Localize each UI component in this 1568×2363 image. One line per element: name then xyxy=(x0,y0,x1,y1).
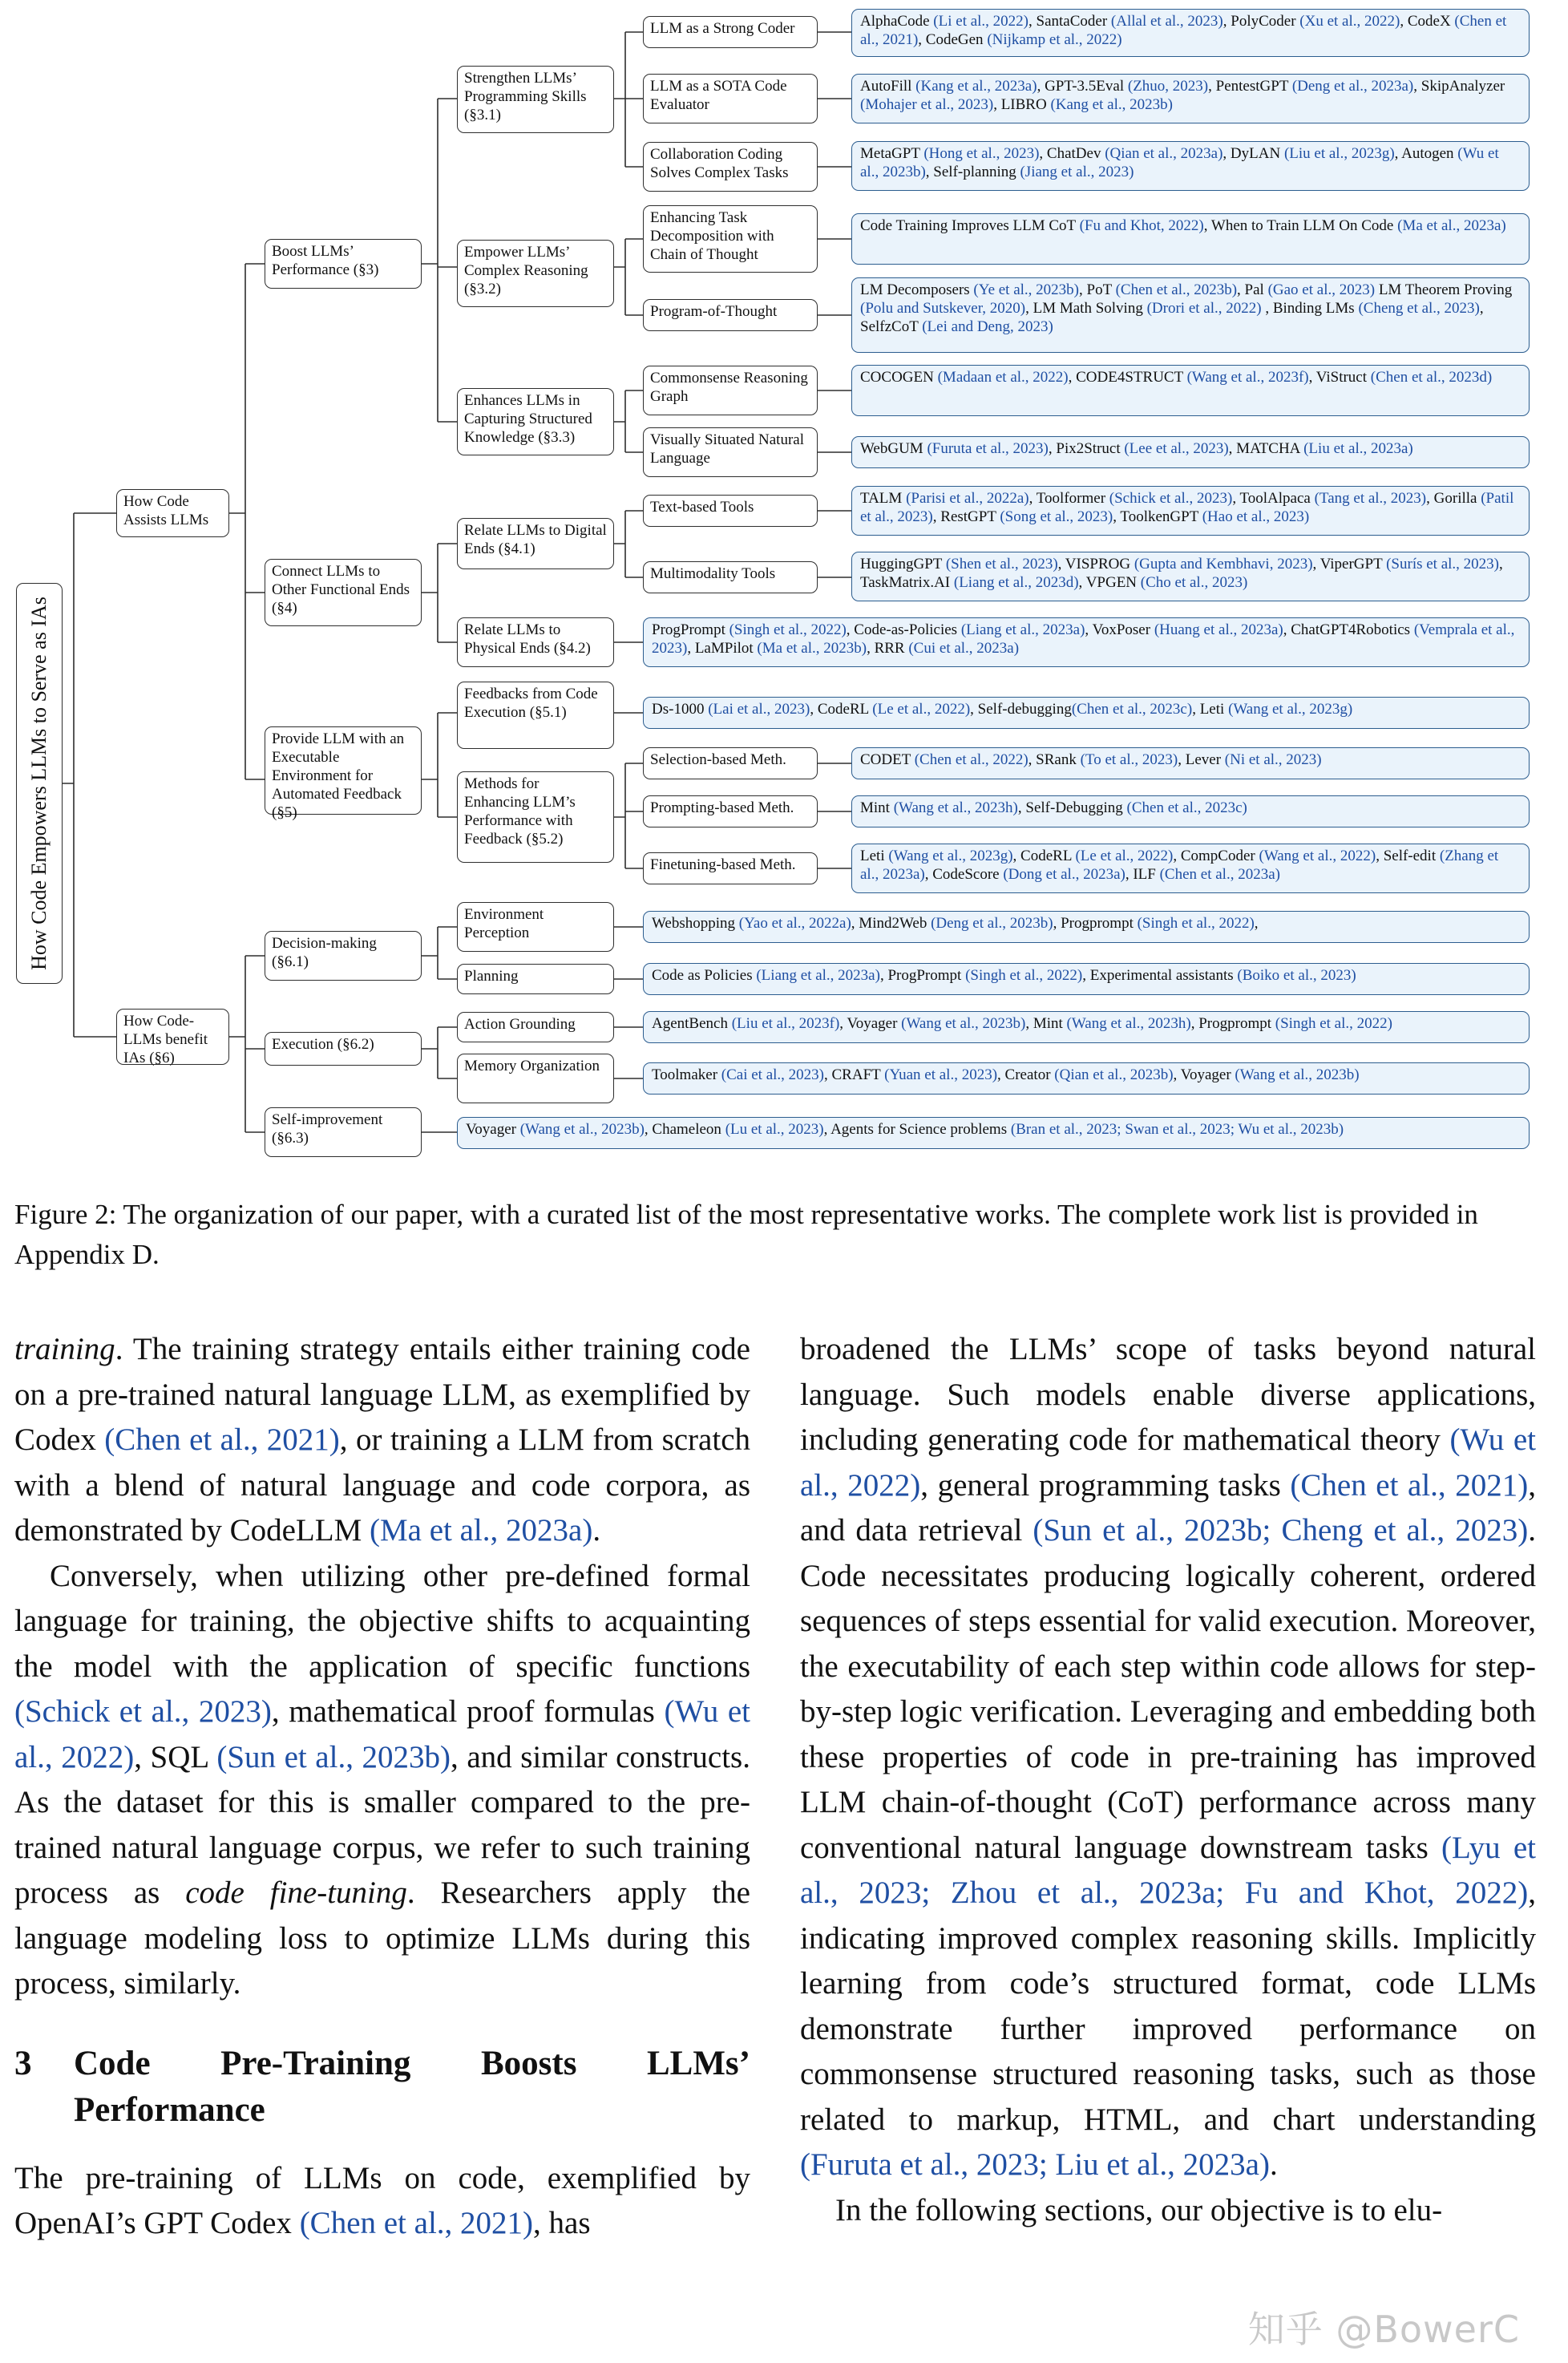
left-paragraph-2 xyxy=(14,1554,750,2007)
text-run: , Leti xyxy=(1192,701,1229,718)
citation: (Deng et al., 2023a) xyxy=(1291,78,1414,95)
text-run: , ToolkenGPT xyxy=(1113,508,1202,525)
text-run: , ToolAlpaca xyxy=(1232,490,1315,507)
text-run: , Voyager xyxy=(839,1015,902,1032)
citation: (Chen et al., 2023b) xyxy=(1115,281,1238,298)
node-how-code-assists: How Code Assists LLMs xyxy=(116,489,229,537)
citation: (Cheng et al., 2023) xyxy=(1358,300,1480,317)
text-run: , Code-as-Policies xyxy=(846,621,961,638)
text-run: , Self-edit xyxy=(1376,848,1440,864)
citation: (Shen et al., 2023) xyxy=(945,556,1058,573)
citation: (Patil et al., 2023) xyxy=(860,490,1514,525)
citation: (Ma et al., 2023b) xyxy=(757,640,867,657)
node-physical-ends: Relate LLMs to Physical Ends (§4.2) xyxy=(457,617,614,667)
text-run: CODET xyxy=(860,751,915,768)
text-run: , ProgPrompt xyxy=(879,967,966,984)
text-run: , LaMPilot xyxy=(687,640,758,657)
citation: (Madaan et al., 2022) xyxy=(937,369,1069,386)
text-run: AgentBench xyxy=(652,1015,732,1032)
text-run: . xyxy=(592,1513,601,1548)
citation: (Chen et al., 2021) xyxy=(860,13,1507,48)
root-node-label: How Code Empowers LLMs to Serve as IAs xyxy=(27,597,51,970)
citation: (Chen et al., 2021) xyxy=(299,2206,534,2240)
citation: (Chen et al., 2021) xyxy=(104,1422,340,1457)
text-run: , MATCHA xyxy=(1228,440,1304,457)
citation: (Vemprala et al., 2023) xyxy=(652,621,1515,657)
citation: (Wang et al., 2023b) xyxy=(1235,1066,1360,1083)
citation: (Chen et al., 2023c) xyxy=(1126,799,1247,816)
text-run: , has xyxy=(533,2206,591,2240)
node-digital-ends: Relate LLMs to Digital Ends (§4.1) xyxy=(457,518,614,569)
text-run: , Voyager xyxy=(1173,1066,1235,1083)
node-complex-reasoning: Empower LLMs’ Complex Reasoning (§3.2) xyxy=(457,240,614,307)
left-paragraph-3 xyxy=(14,2156,750,2247)
node-environment-perception: Environment Perception xyxy=(457,902,614,952)
leaf-multimodality-tools xyxy=(851,552,1530,601)
text-run: , SantaCoder xyxy=(1028,13,1111,30)
citation: (Furuta et al., 2023) xyxy=(927,440,1049,457)
node-commonsense-graph: Commonsense Reasoning Graph xyxy=(643,366,818,415)
text-run: , Progprompt xyxy=(1190,1015,1275,1032)
leaf-commonsense-graph xyxy=(851,365,1530,416)
citation: (Wang et al., 2023g) xyxy=(888,848,1013,864)
node-executable-environment: Provide LLM with an Executable Environment for Automated Feedback (§5) xyxy=(265,726,422,815)
citation: (Qian et al., 2023b) xyxy=(1054,1066,1174,1083)
citation: (Yuan et al., 2023) xyxy=(884,1066,998,1083)
text-run: Conversely, when utilizing other pre-defined formal language for training, the objective shifts to acquainting the model with the application of specific functions xyxy=(14,1558,750,1684)
text-run: , RestGPT xyxy=(932,508,1000,525)
text-run: LM Decomposers xyxy=(860,281,974,298)
citation: (Le et al., 2022) xyxy=(1075,848,1174,864)
text-run: , SelfzCoT xyxy=(860,300,1484,335)
text-run: , Self-debugging xyxy=(970,701,1072,718)
citation: (Cui et al., 2023a) xyxy=(908,640,1020,657)
node-execution: Execution (§6.2) xyxy=(265,1032,422,1066)
text-run: . Researchers apply the language modeling loss to optimize LLMs during this process, similarly. xyxy=(14,1875,750,2001)
taxonomy-figure xyxy=(0,0,1568,1171)
citation: (Ma et al., 2023a) xyxy=(370,1513,593,1548)
text-run: LM Theorem Proving xyxy=(1375,281,1513,298)
text-run: The pre-training of LLMs on code, exemplified by OpenAI’s GPT Codex xyxy=(14,2160,750,2240)
text-run: Voyager xyxy=(466,1121,520,1138)
emphasis-text: training xyxy=(14,1332,115,1366)
citation: (Wang et al., 2023h) xyxy=(1066,1015,1191,1032)
node-visually-situated: Visually Situated Natural Language xyxy=(643,427,818,477)
citation: (Allal et al., 2023) xyxy=(1110,13,1223,30)
citation: (Wang et al., 2023g) xyxy=(1228,701,1353,718)
text-run: , CodeRL xyxy=(1012,848,1076,864)
leaf-prompting-methods xyxy=(851,795,1530,827)
citation: (Ni et al., 2023) xyxy=(1224,751,1322,768)
node-boost-performance: Boost LLMs’ Performance (§3) xyxy=(265,239,422,289)
text-run: , SRank xyxy=(1028,751,1081,768)
node-self-improvement: Self-improvement (§6.3) xyxy=(265,1107,422,1157)
section-number: 3 xyxy=(14,2044,32,2082)
citation: (Lyu et al., 2023; Zhou et al., 2023a; Fu and Khot, 2022) xyxy=(800,1830,1536,1910)
citation: (Wang et al., 2022) xyxy=(1259,848,1376,864)
text-run: , PoT xyxy=(1079,281,1116,298)
text-run: , ViperGPT xyxy=(1312,556,1387,573)
node-prompting-methods: Prompting-based Meth. xyxy=(643,795,818,827)
citation: (Sun et al., 2023b) xyxy=(216,1739,451,1774)
citation: (Hong et al., 2023) xyxy=(923,145,1040,162)
text-run: , Autogen xyxy=(1394,145,1458,162)
citation: (Chen et al., 2022) xyxy=(914,751,1028,768)
left-column xyxy=(14,1327,750,2247)
text-run: , PolyCoder xyxy=(1222,13,1300,30)
text-run: Code as Policies xyxy=(652,967,757,984)
citation: (Chen et al., 2021) xyxy=(1290,1467,1529,1503)
text-run: , CompCoder xyxy=(1173,848,1259,864)
text-run: , Self-Debugging xyxy=(1017,799,1127,816)
text-run: , CODE4STRUCT xyxy=(1068,369,1187,386)
citation: (Singh et al., 2022) xyxy=(729,621,847,638)
citation: (Zhuo, 2023) xyxy=(1127,78,1209,95)
text-run: , SkipAnalyzer xyxy=(1413,78,1505,95)
text-run: , Pal xyxy=(1237,281,1268,298)
text-run: , TaskMatrix.AI xyxy=(860,556,1503,591)
text-run: , and similar constructs. As the dataset for this is smaller compared to the pre-trained natural language corpus, we refer to such training process as xyxy=(14,1739,750,1910)
citation: (Liang et al., 2023d) xyxy=(953,574,1079,591)
leaf-environment-perception xyxy=(643,911,1530,943)
text-run: , CodeScore xyxy=(924,866,1004,883)
text-run: , When to Train LLM On Code xyxy=(1203,217,1398,234)
leaf-self-improvement xyxy=(457,1117,1530,1149)
leaf-execution-feedback xyxy=(643,697,1530,729)
citation: (Ye et al., 2023b) xyxy=(973,281,1080,298)
citation: (Xu et al., 2022) xyxy=(1299,13,1400,30)
leaf-collaboration-coding xyxy=(851,141,1530,191)
text-run: , Agents for Science problems xyxy=(823,1121,1011,1138)
node-execution-feedback: Feedbacks from Code Execution (§5.1) xyxy=(457,682,614,749)
text-run: , VoxPoser xyxy=(1085,621,1154,638)
citation: (Chen et al., 2023c) xyxy=(1071,701,1193,718)
node-finetuning-methods: Finetuning-based Meth. xyxy=(643,852,818,884)
citation: (Liang et al., 2023a) xyxy=(960,621,1085,638)
leaf-visually-situated xyxy=(851,436,1530,468)
node-connect-functional-ends: Connect LLMs to Other Functional Ends (§4) xyxy=(265,559,422,626)
citation: (Deng et al., 2023b) xyxy=(931,915,1053,932)
citation: (Chen et al., 2023d) xyxy=(1370,369,1493,386)
text-run: MetaGPT xyxy=(860,145,924,162)
node-text-tools: Text-based Tools xyxy=(643,495,818,527)
leaf-memory-organization xyxy=(643,1062,1530,1095)
citation: (Lu et al., 2023) xyxy=(725,1121,824,1138)
text-run: , Binding LMs xyxy=(1261,300,1359,317)
text-run: , PentestGPT xyxy=(1208,78,1292,95)
citation: (Polu and Sutskever, 2020) xyxy=(860,300,1026,317)
citation: (Wang et al., 2023b) xyxy=(901,1015,1026,1032)
text-run: , Progprompt xyxy=(1053,915,1138,932)
citation: (Wang et al., 2023f) xyxy=(1186,369,1309,386)
citation: (Wang et al., 2023h) xyxy=(893,799,1018,816)
left-paragraph-1 xyxy=(14,1327,750,1554)
text-run: , DyLAN xyxy=(1222,145,1284,162)
text-run: , ChatGPT4Robotics xyxy=(1283,621,1414,638)
text-run: , ILF xyxy=(1125,866,1160,883)
citation: (Jiang et al., 2023) xyxy=(1020,164,1134,180)
text-run: Toolmaker xyxy=(652,1066,721,1083)
citation: (Hao et al., 2023) xyxy=(1202,508,1310,525)
leaf-action-grounding xyxy=(643,1011,1530,1043)
citation: (Liang et al., 2023a) xyxy=(756,967,880,984)
citation: (Wu et al., 2023b) xyxy=(860,145,1499,180)
text-run: , Mind2Web xyxy=(851,915,932,932)
node-planning: Planning xyxy=(457,964,614,994)
citation: (Fu and Khot, 2022) xyxy=(1079,217,1204,234)
citation: (Singh et al., 2022) xyxy=(1275,1015,1392,1032)
text-run: , SQL xyxy=(134,1739,217,1774)
node-sota-evaluator: LLM as a SOTA Code Evaluator xyxy=(643,74,818,123)
text-run: , Pix2Struct xyxy=(1048,440,1125,457)
section-title: Code Pre-Training Boosts LLMs’ Performance xyxy=(74,2044,750,2129)
citation: (Zhang et al., 2023a) xyxy=(860,848,1499,883)
citation: (Surís et al., 2023) xyxy=(1386,556,1500,573)
citation: (Singh et al., 2022) xyxy=(1137,915,1255,932)
citation: (Wu et al., 2022) xyxy=(800,1422,1536,1503)
node-decision-making: Decision-making (§6.1) xyxy=(265,931,422,981)
node-feedback-methods: Methods for Enhancing LLM’s Performance with Feedback (§5.2) xyxy=(457,771,614,863)
citation: (Parisi et al., 2022a) xyxy=(906,490,1029,507)
citation: (Song et al., 2023) xyxy=(1000,508,1113,525)
text-run: , or training a LLM from scratch with a blend of natural language and code corpora, as demonstrated by CodeLLM xyxy=(14,1422,751,1548)
text-run: COCOGEN xyxy=(860,369,938,386)
citation: (Mohajer et al., 2023) xyxy=(860,96,994,113)
citation: (Singh et al., 2022) xyxy=(965,967,1083,984)
citation: (Drori et al., 2022) xyxy=(1146,300,1262,317)
text-run: , Self-planning xyxy=(925,164,1020,180)
text-run: , Toolformer xyxy=(1028,490,1109,507)
text-run: , VPGEN xyxy=(1078,574,1141,591)
text-run: Ds-1000 xyxy=(652,701,709,718)
text-run: Mint xyxy=(860,799,894,816)
citation: (Li et al., 2022) xyxy=(933,13,1029,30)
leaf-program-of-thought xyxy=(851,277,1530,353)
text-run: . The training strategy entails either training code on a pre-trained natural language LLM, as exemplified by Codex xyxy=(14,1332,750,1457)
text-run: , CodeX xyxy=(1400,13,1455,30)
right-column xyxy=(800,1327,1536,2233)
citation: (Furuta et al., 2023; Liu et al., 2023a) xyxy=(800,2147,1270,2182)
text-run: , GPT-3.5Eval xyxy=(1037,78,1128,95)
text-run: , VISPROG xyxy=(1057,556,1134,573)
citation: (Huang et al., 2023a) xyxy=(1154,621,1283,638)
text-run: , Mint xyxy=(1025,1015,1067,1032)
node-structured-knowledge: Enhances LLMs in Capturing Structured Knowledge (§3.3) xyxy=(457,388,614,455)
leaf-planning xyxy=(643,963,1530,995)
text-run: , ChatDev xyxy=(1039,145,1105,162)
citation: (Gao et al., 2023) xyxy=(1267,281,1376,298)
text-run: , CRAFT xyxy=(824,1066,885,1083)
leaf-sota-evaluator xyxy=(851,74,1530,123)
text-run: , CodeRL xyxy=(810,701,873,718)
citation: (Qian et al., 2023a) xyxy=(1105,145,1223,162)
text-run: TALM xyxy=(860,490,907,507)
text-run: , general programming tasks xyxy=(920,1467,1291,1503)
text-run: , and data retrieval xyxy=(800,1467,1536,1548)
right-paragraph-2 xyxy=(800,2188,1536,2234)
text-run: , Chameleon xyxy=(644,1121,725,1138)
text-run: broadened the LLMs’ scope of tasks beyond natural language. Such models enable diverse applications, including generating code for mathematical theory xyxy=(800,1332,1536,1457)
text-run: , ViStruct xyxy=(1308,369,1371,386)
node-memory-organization: Memory Organization xyxy=(457,1054,614,1103)
leaf-strong-coder xyxy=(851,9,1530,57)
citation: (Lai et al., 2023) xyxy=(708,701,810,718)
citation: (Tang et al., 2023) xyxy=(1314,490,1427,507)
leaf-task-decomposition xyxy=(851,213,1530,265)
leaf-selection-methods xyxy=(851,747,1530,779)
citation: (Liu et al., 2023f) xyxy=(731,1015,840,1032)
citation: (Schick et al., 2023) xyxy=(1109,490,1233,507)
node-multimodality-tools: Multimodality Tools xyxy=(643,561,818,593)
node-programming-skills: Strengthen LLMs’ Programming Skills (§3.1) xyxy=(457,66,614,133)
text-run: AlphaCode xyxy=(860,13,934,30)
citation: (Boiko et al., 2023) xyxy=(1237,967,1356,984)
citation: (Liu et al., 2023g) xyxy=(1283,145,1395,162)
node-task-decomposition: Enhancing Task Decomposition with Chain of Thought xyxy=(643,205,818,273)
citation: (Liu et al., 2023a) xyxy=(1303,440,1413,457)
section-heading xyxy=(14,2041,750,2134)
text-run: , indicating improved complex reasoning skills. Implicitly learning from code’s structured format, code LLMs demonstrate further improved performance on commonsense structured reasoning tasks, such as those related to markup, HTML, and chart understanding xyxy=(800,1875,1536,2137)
citation: (Kang et al., 2023b) xyxy=(1050,96,1173,113)
citation: (Dong et al., 2023a) xyxy=(1003,866,1125,883)
citation: (Kang et al., 2023a) xyxy=(915,78,1037,95)
citation: (Yao et al., 2022a) xyxy=(738,915,851,932)
text-run: , Gorilla xyxy=(1426,490,1481,507)
text-run: , LM Math Solving xyxy=(1025,300,1147,317)
right-paragraph-1 xyxy=(800,1327,1536,2188)
node-action-grounding: Action Grounding xyxy=(457,1012,614,1042)
node-how-code-llms-benefit: How Code-LLMs benefit IAs (§6) xyxy=(116,1009,229,1065)
citation: (Lee et al., 2023) xyxy=(1124,440,1229,457)
text-run: . xyxy=(1269,2147,1278,2182)
text-run: , CodeGen xyxy=(918,31,988,48)
leaf-text-tools xyxy=(851,486,1530,536)
emphasis-text: code fine-tuning xyxy=(185,1875,407,1910)
citation: (Cai et al., 2023) xyxy=(721,1066,824,1083)
citation: (Schick et al., 2023) xyxy=(14,1694,272,1729)
citation: (Cho et al., 2023) xyxy=(1140,574,1248,591)
watermark: 知乎 @BowerC xyxy=(1247,2308,1520,2351)
text-run: , Lever xyxy=(1178,751,1225,768)
citation: (Sun et al., 2023b; Cheng et al., 2023) xyxy=(1033,1513,1529,1548)
text-run: AutoFill xyxy=(860,78,916,95)
text-run: , LIBRO xyxy=(993,96,1051,113)
leaf-finetuning-methods xyxy=(851,844,1530,893)
node-collaboration-coding: Collaboration Coding Solves Complex Tasks xyxy=(643,142,818,192)
text-run: Leti xyxy=(860,848,889,864)
citation: (Ma et al., 2023a) xyxy=(1397,217,1506,234)
node-selection-methods: Selection-based Meth. xyxy=(643,747,818,779)
citation: (Gupta and Kembhavi, 2023) xyxy=(1134,556,1313,573)
text-run: , RRR xyxy=(867,640,909,657)
node-strong-coder: LLM as a Strong Coder xyxy=(643,16,818,48)
citation: (Lei and Deng, 2023) xyxy=(922,318,1053,335)
figure-caption: Figure 2: The organization of our paper, with a curated list of the most representative works. The complete work list is provided in Appendix D. xyxy=(14,1199,1478,1270)
text-run: , Experimental assistants xyxy=(1082,967,1238,984)
node-program-of-thought: Program-of-Thought xyxy=(643,299,818,331)
text-run: , xyxy=(1254,915,1259,932)
citation: (To et al., 2023) xyxy=(1080,751,1178,768)
citation: (Le et al., 2022) xyxy=(872,701,971,718)
citation: (Wu et al., 2022) xyxy=(14,1694,750,1774)
text-run: HuggingGPT xyxy=(860,556,946,573)
text-run: . Code necessitates producing logically coherent, ordered sequences of steps essential for valid execution. Moreover, the executability of each step within code allows for step-by-step logic verification. Leveraging and embedding both these properties of code in pre-training has improved LLM chain-of-thought (CoT) performance across many conventional natural language downstream tasks xyxy=(800,1513,1536,1865)
text-run: Webshopping xyxy=(652,915,739,932)
citation: (Nijkamp et al., 2022) xyxy=(987,31,1122,48)
citation: (Wang et al., 2023b) xyxy=(519,1121,645,1138)
text-run: , mathematical proof formulas xyxy=(271,1694,665,1729)
text-run: Code Training Improves LLM CoT xyxy=(860,217,1080,234)
citation: (Chen et al., 2023a) xyxy=(1159,866,1280,883)
text-run: In the following sections, our objective is to elu- xyxy=(835,2192,1443,2227)
text-run: ProgPrompt xyxy=(652,621,729,638)
leaf-physical-ends xyxy=(643,617,1530,667)
text-run: WebGUM xyxy=(860,440,927,457)
text-run: , Creator xyxy=(997,1066,1055,1083)
citation: (Bran et al., 2023; Swan et al., 2023; Wu et al., 2023b) xyxy=(1010,1121,1344,1138)
